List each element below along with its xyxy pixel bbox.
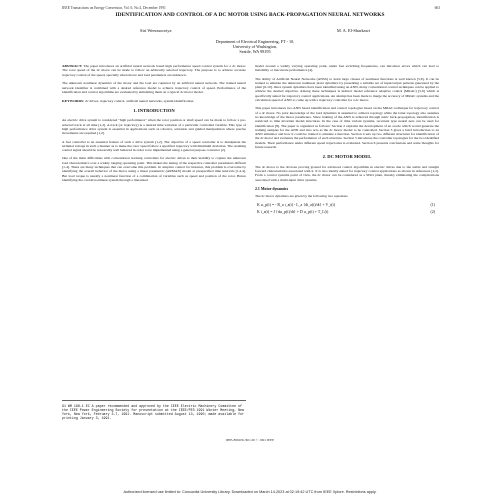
author-1: Siri Weerasooriya [140, 28, 172, 33]
footnote: 91 WM 198-1 EC A paper recommended and approved by the IEEE Electric Machinery Committee of the IEEE Power Engineering Society for presentation at the IEEE/PES 1991 Winter Meeting, New York, New York, February 3-7, 1991. Manuscript submitted August 13, 1990; made available for printing January 3, 1991. [62, 400, 246, 420]
body-paragraph: The dc motor dynamics are given by the following two equations [255, 194, 348, 199]
keywords-paragraph [62, 99, 246, 103]
keywords-label: KEYWORDS: [62, 98, 85, 103]
section-heading-introduction: 1. INTRODUCTION [133, 108, 175, 114]
paper-title: IDENTIFICATION AND CONTROL OF A DC MOTOR USING BACK-PROPAGATION NEURAL NETWORKS [115, 12, 385, 18]
equation-rhs: = - R_a i_a(t) - L_a {di_a(t)/dt} + V_t(t) [271, 203, 336, 208]
body-paragraph: An electric drive system is considered "high performance" when the rotor position or shaft speed can be made to follow a pre-selected track at all time [1,2]. A track (or trajectory) is a desired time variation of a particular controlled variable. This type of high performance drive system is essential in applications such as robotics, actuation and guided manipulation where precise movements are required [1,2]. [62, 118, 246, 136]
affiliation [140, 39, 370, 54]
abstract-label: ABSTRACT: [62, 64, 83, 68]
equation-2 [255, 209, 439, 216]
body-paragraph: One of the main difficulties with conventional tracking controllers for electric drives is their inability to capture the unknown load characteristics over a widely ranging operating point. This makes the tuning of the respective controller parameters difficult [1-4]. There are many techniques that can overcome this problem. In adaptive control for instance, this problem is overcome by identifying the overall behavior of the motor using a linear parametric (ARMAX) model at prespecified time intervals [1,2,4]. But load torque is usually a nonlinear function of a combination of variables such as speed and position of the rotor. Hence identifying the overall nonlinear system through a linearized [62, 156, 246, 182]
body-paragraph: model around a widely varying operating point, under fast switching frequencies, can introduce errors which can lead to instability or inaccurate performance [4]. [255, 64, 439, 73]
equation-rhs: = J {dω_p(t)/dt} + D ω_p(t) + T_L(t) [270, 210, 329, 215]
abstract-text: The paper introduces an artificial neural network based high performance speed control system for a dc motor. The rotor speed of the dc motor can be made to follow an arbitrarily selected trajectory. The purpose is to achieve accurate trajectory control of the speed, specially when motor and load parameters are unknown. [62, 64, 246, 77]
abstract-paragraph-2: The unknown nonlinear dynamics of the motor and the load are captured by an artificial neural network. The trained neural network identifier is combined with a desired reference model to achieve trajectory control of speed. Performance of the identification and control algorithms are evaluated by simulating them on a typical dc motor model. [62, 81, 246, 94]
body-paragraph: The ability of Artificial Neural Networks (ANNs) to learn large classes of nonlinear functions is well known [5,6]. It can be trained to emulate the unknown nonlinear plant dynamics by presenting a suitable set of input/output patterns generated by the plant [6-10]. Once system dynamics have been identified using an ANN, many conventional control techniques can be applied to achieve the desired objective. Among these techniques is indirect model reference adaptive control (MRAC) [5,6] which is specifically suited for trajectory control applications. An attempt has been made to merge the accuracy of MRAC systems and the calculation speed of ANN to come up with a trajectory controller for a dc motor. [255, 76, 439, 103]
issn-copyright: 0885-8969/91/$01.00 © 1991 IEEE [225, 438, 275, 442]
keywords-text: dc drives, trajectory control, artificial neural networks, system identification. [85, 98, 195, 103]
equation-lhs: K i_a(t) [257, 210, 270, 215]
body-paragraph: A fast controller is an essential feature of such a drive system [1,2]. The objective of a speed controller is to manipulate the terminal voltage in such a manner as to make the rotor speed follow a specified trajectory with minimum deviation. The resulting control signal should be reasonably well behaved in order to be implemented using a general purpose converter [2]. [62, 139, 246, 153]
author-2: M. A. El-Sharkawi [336, 28, 370, 33]
affiliation-line: University of Washington, [232, 44, 278, 50]
body-paragraph: The dc motor is the obvious proving ground for advanced control algorithms in electric drives due to the stable and straight forward characteristics associated with it. It is also ideally suited for trajectory control applications as shown in references [1,2]. From a control systems point of view, the dc motor can be considered as a SISO plant, thereby eliminating the complications associated with a multi-input drive systems. [255, 164, 439, 182]
equation-1 [255, 202, 439, 209]
equation-body [257, 209, 328, 216]
subsection-heading-motor-dynamics: 2.1 Motor dynamics [255, 186, 289, 191]
equation-body [257, 202, 335, 209]
body-paragraph: This paper introduces two ANN based identification and control topologies based on the MRAC technique for trajectory control of a dc motor. No prior knowledge of the load dynamics is assumed to achieve topology while the latter topology also assumes no knowledge of the motor parameters. Since training of the ANN is achieved through static back-propagation, identification is restricted to time invariant model structures. In the case of time variant systems, recurrent type neural nets can be used for identification [8]. The paper is organized as follows: Section 2 explains the development of an oracle which would generate the training samples for the ANN and also acts as the dc motor model to be controlled. Section 3 gives a brief introduction to an ANN simulator and how it could be trained to emulate a function. Section 4 sets up two different structures for identification of the dc motor and evaluates the performance of each structure. Section 5 introduces the controller topologies for the two identified models. Their performance under different speed trajectories is evaluated. Section 6 presents conclusions and some thoughts for future research. [255, 106, 439, 150]
license-notice: Authorized licensed use limited to: Concordia University Library. Downloaded on March 14,2023 at 02:19:42 UTC from IEEE Xplore. Restrictions apply. [123, 490, 377, 494]
affiliation-line: Seattle, WA 98195 [239, 49, 271, 55]
affiliation-line: Department of Electrical Engineering, FT - 10, [215, 39, 295, 44]
abstract-paragraph [62, 64, 246, 77]
equation-number: (2) [430, 210, 435, 215]
left-column [62, 64, 246, 186]
right-column [255, 64, 439, 216]
equation-lhs: K ω_p(t) [257, 203, 271, 208]
section-heading-dc-motor-model: 2. DC MOTOR MODEL [322, 154, 372, 160]
equation-number: (1) [430, 203, 435, 208]
page-number: 663 [434, 6, 440, 10]
journal-citation: IEEE Transactions on Energy Conversion, Vol. 6, No.4, December 1991 [62, 6, 166, 10]
